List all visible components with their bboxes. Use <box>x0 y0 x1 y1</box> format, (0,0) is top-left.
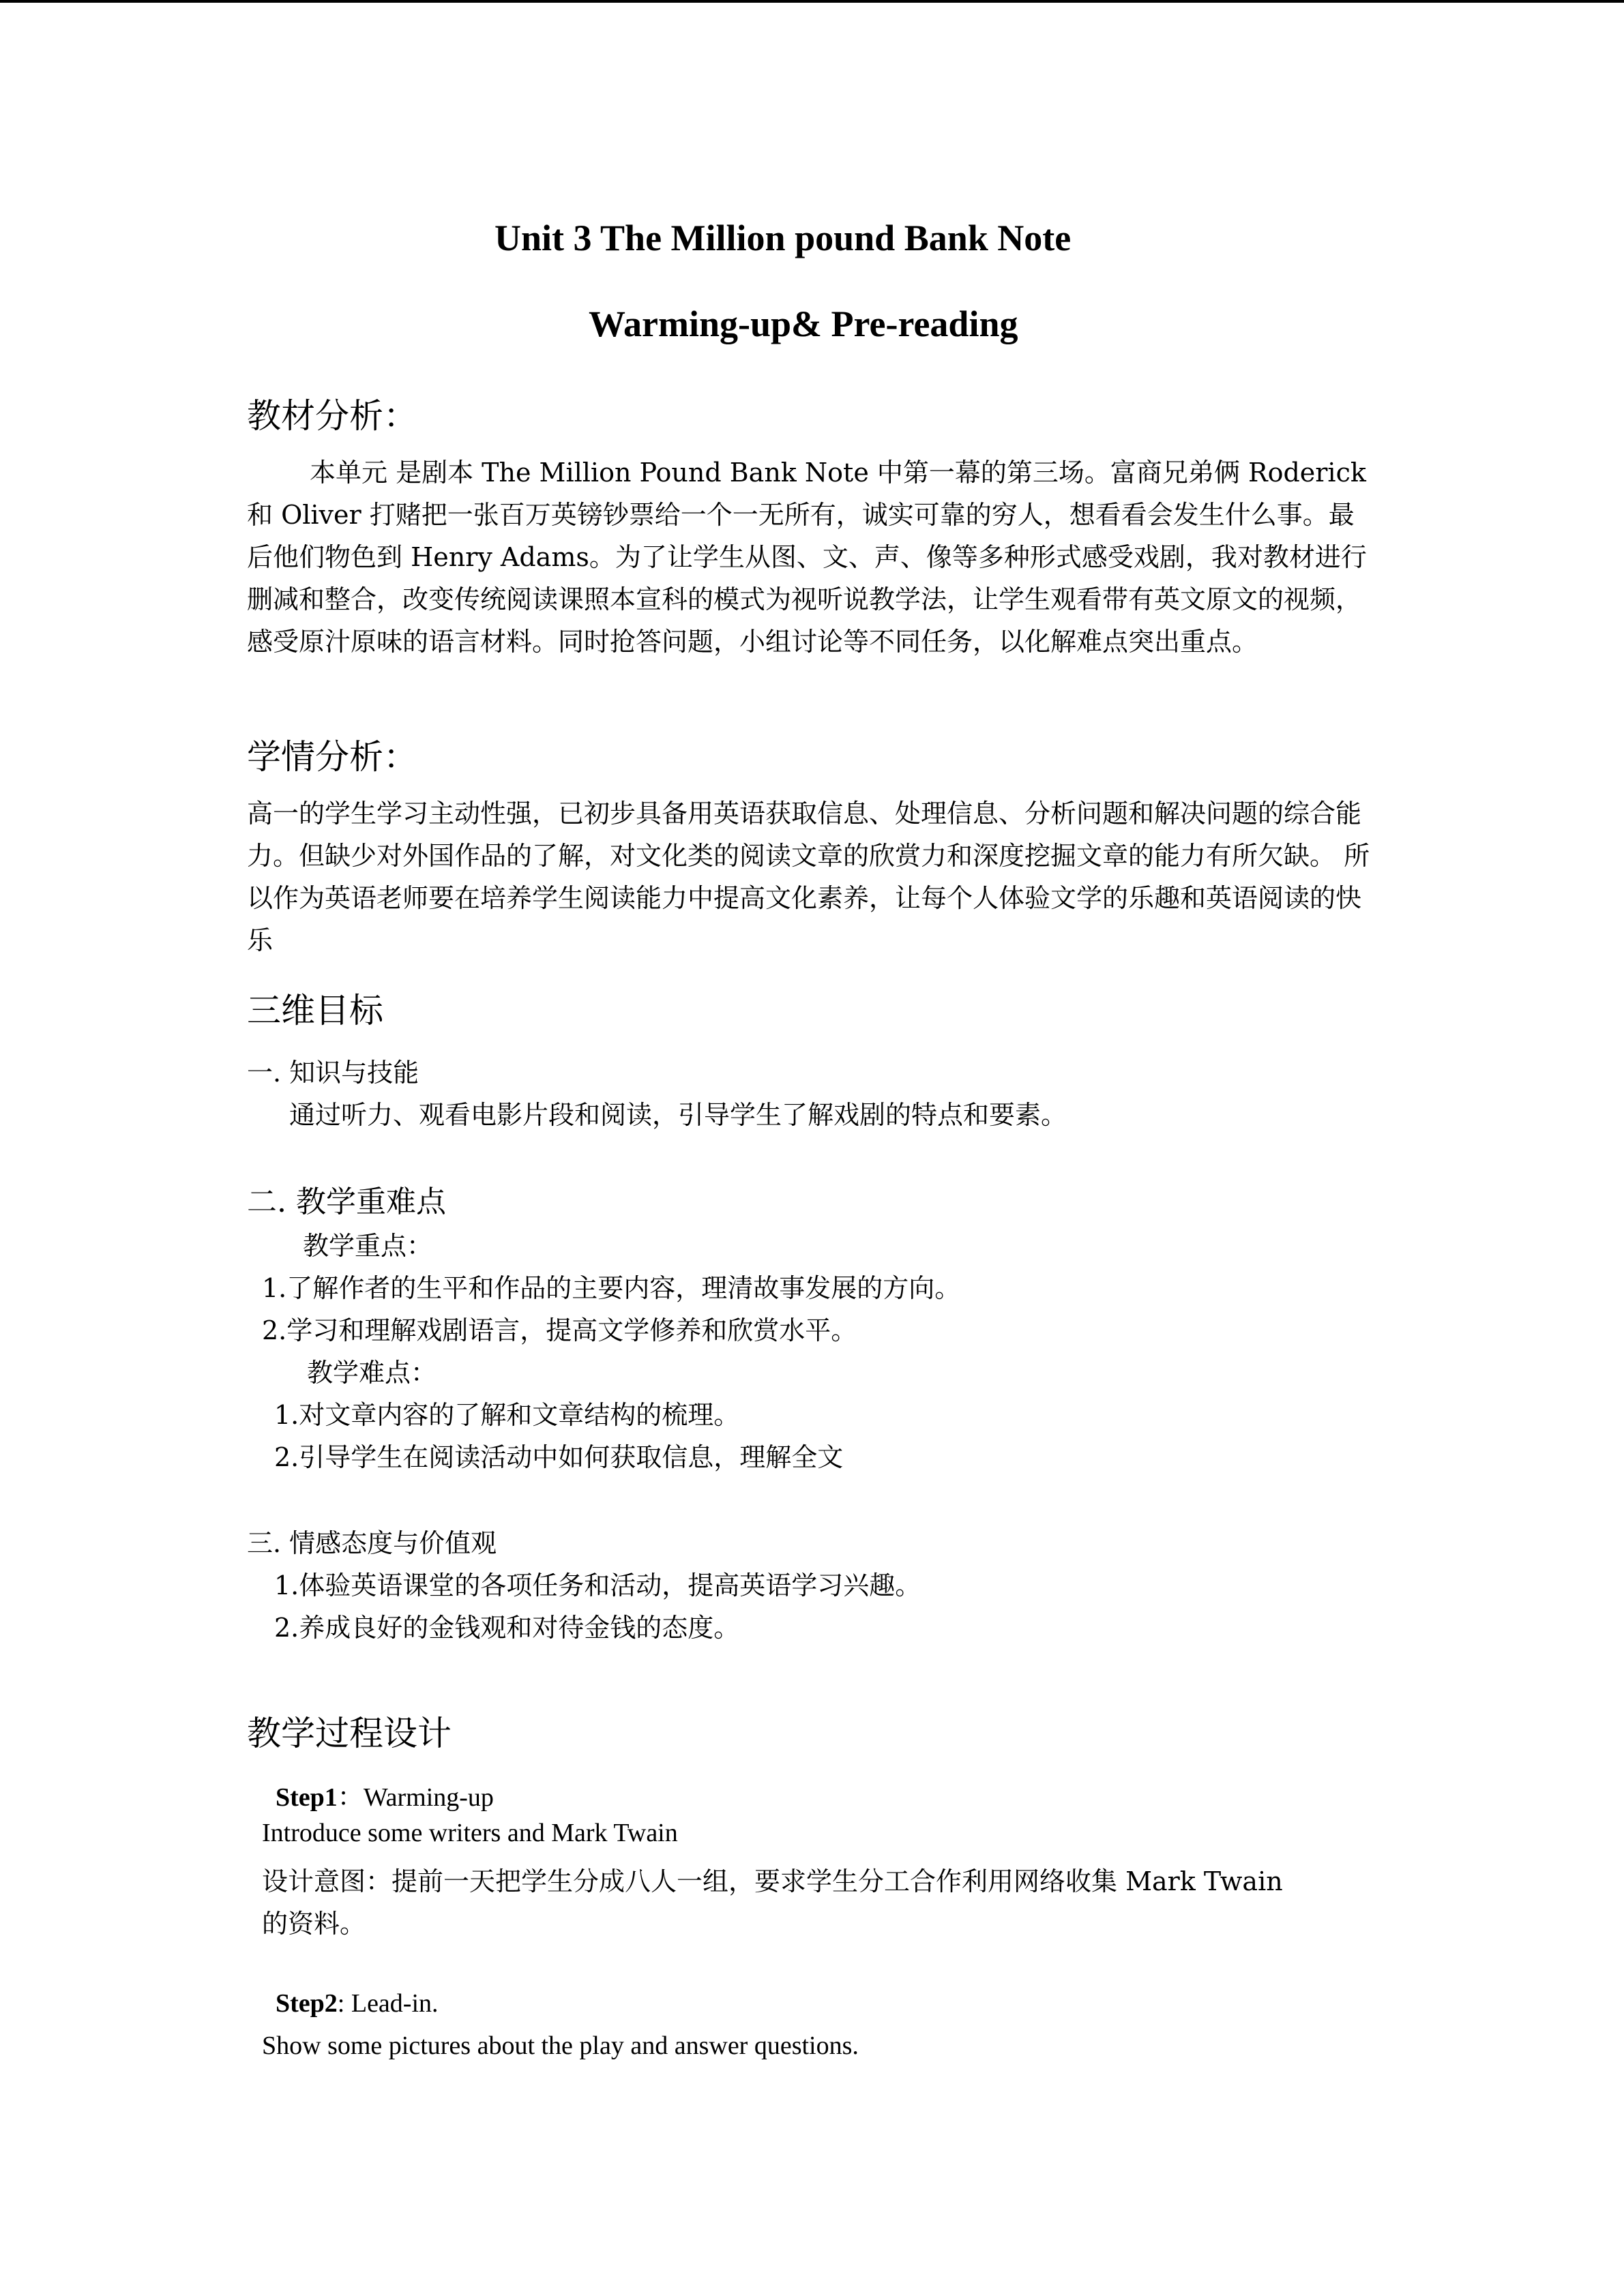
step1-line: Introduce some writers and Mark Twain <box>262 1819 678 1847</box>
step1-title: Warming-up <box>363 1783 494 1812</box>
document-subtitle: Warming-up& Pre-reading <box>589 303 1018 344</box>
paragraph-student-analysis: 高一的学生学习主动性强，已初步具备用英语获取信息、处理信息、分析问题和解决问题的综合能力。但缺少对外国作品的了解，对文化类的阅读文章的欣赏力和深度挖掘文章的能力有所欠缺。 所以作为英语老师要在培养学生阅读能力中提高文化素养，让每个人体验文学的乐趣和英语阅读的快乐 <box>247 799 1370 955</box>
difficulty-item: 1.对文章内容的了解和文章结构的梳理。 <box>274 1400 740 1430</box>
step2-header <box>276 1988 439 2018</box>
document-title: Unit 3 The Million pound Bank Note <box>494 218 1072 258</box>
objective-knowledge-text: 通过听力、观看电影片段和阅读，引导学生了解戏剧的特点和要素。 <box>289 1100 1067 1130</box>
step1-header <box>276 1776 494 1813</box>
focus-label: 教学重点： <box>303 1231 433 1261</box>
heading-textbook-analysis: 教材分析： <box>247 396 417 436</box>
step1-intent-line: 设计意图：提前一天把学生分成八人一组，要求学生分工合作利用网络收集 Mark Twain <box>262 1866 1283 1896</box>
heading-teaching-process: 教学过程设计 <box>247 1714 452 1753</box>
objective-attitude-label: 三. 情感态度与价值观 <box>247 1528 497 1558</box>
step1-separator: ： <box>337 1783 364 1812</box>
step2-line: Show some pictures about the play and answer questions. <box>262 2031 859 2060</box>
step2-title: : Lead-in. <box>337 1989 439 2018</box>
focus-item: 2.学习和理解戏剧语言，提高文学修养和欣赏水平。 <box>262 1315 857 1345</box>
heading-student-analysis: 学情分析： <box>247 737 417 777</box>
heading-objectives: 三维目标 <box>247 991 383 1030</box>
attitude-item: 1.体验英语课堂的各项任务和活动，提高英语学习兴趣。 <box>274 1570 921 1600</box>
attitude-item: 2.养成良好的金钱观和对待金钱的态度。 <box>274 1613 740 1643</box>
step1-intent-line: 的资料。 <box>262 1909 366 1939</box>
difficulty-label: 教学难点： <box>307 1358 437 1388</box>
objective-keypoints-label: 二. 教学重难点 <box>247 1184 446 1219</box>
difficulty-item: 2.引导学生在阅读活动中如何获取信息，理解全文 <box>274 1442 844 1472</box>
paragraph-textbook-analysis: 本单元 是剧本 The Million Pound Bank Note 中第一幕的第三场。富商兄弟俩 Roderick 和 Oliver 打赌把一张百万英镑钞票给一个一无所有，诚实可靠的穷人，想看看会发生什么事。最后他们物色到 Henry Adams。为了让学生从图、文、声、像等多种形式感受戏剧，我对教材进行删减和整合，改变传统阅读课照本宣科的模式为视听说教学法，让学生观看带有英文原文的视频，感受原汁原味的语言材料。同时抢答问题，小组讨论等不同任务，以化解难点突出重点。 <box>247 458 1367 657</box>
objective-knowledge-label: 一. 知识与技能 <box>247 1058 419 1088</box>
page-top-border <box>0 0 1624 3</box>
focus-item: 1.了解作者的生平和作品的主要内容，理清故事发展的方向。 <box>262 1273 961 1303</box>
step2-label: Step2 <box>276 1989 338 2018</box>
step1-label: Step1 <box>276 1783 338 1812</box>
